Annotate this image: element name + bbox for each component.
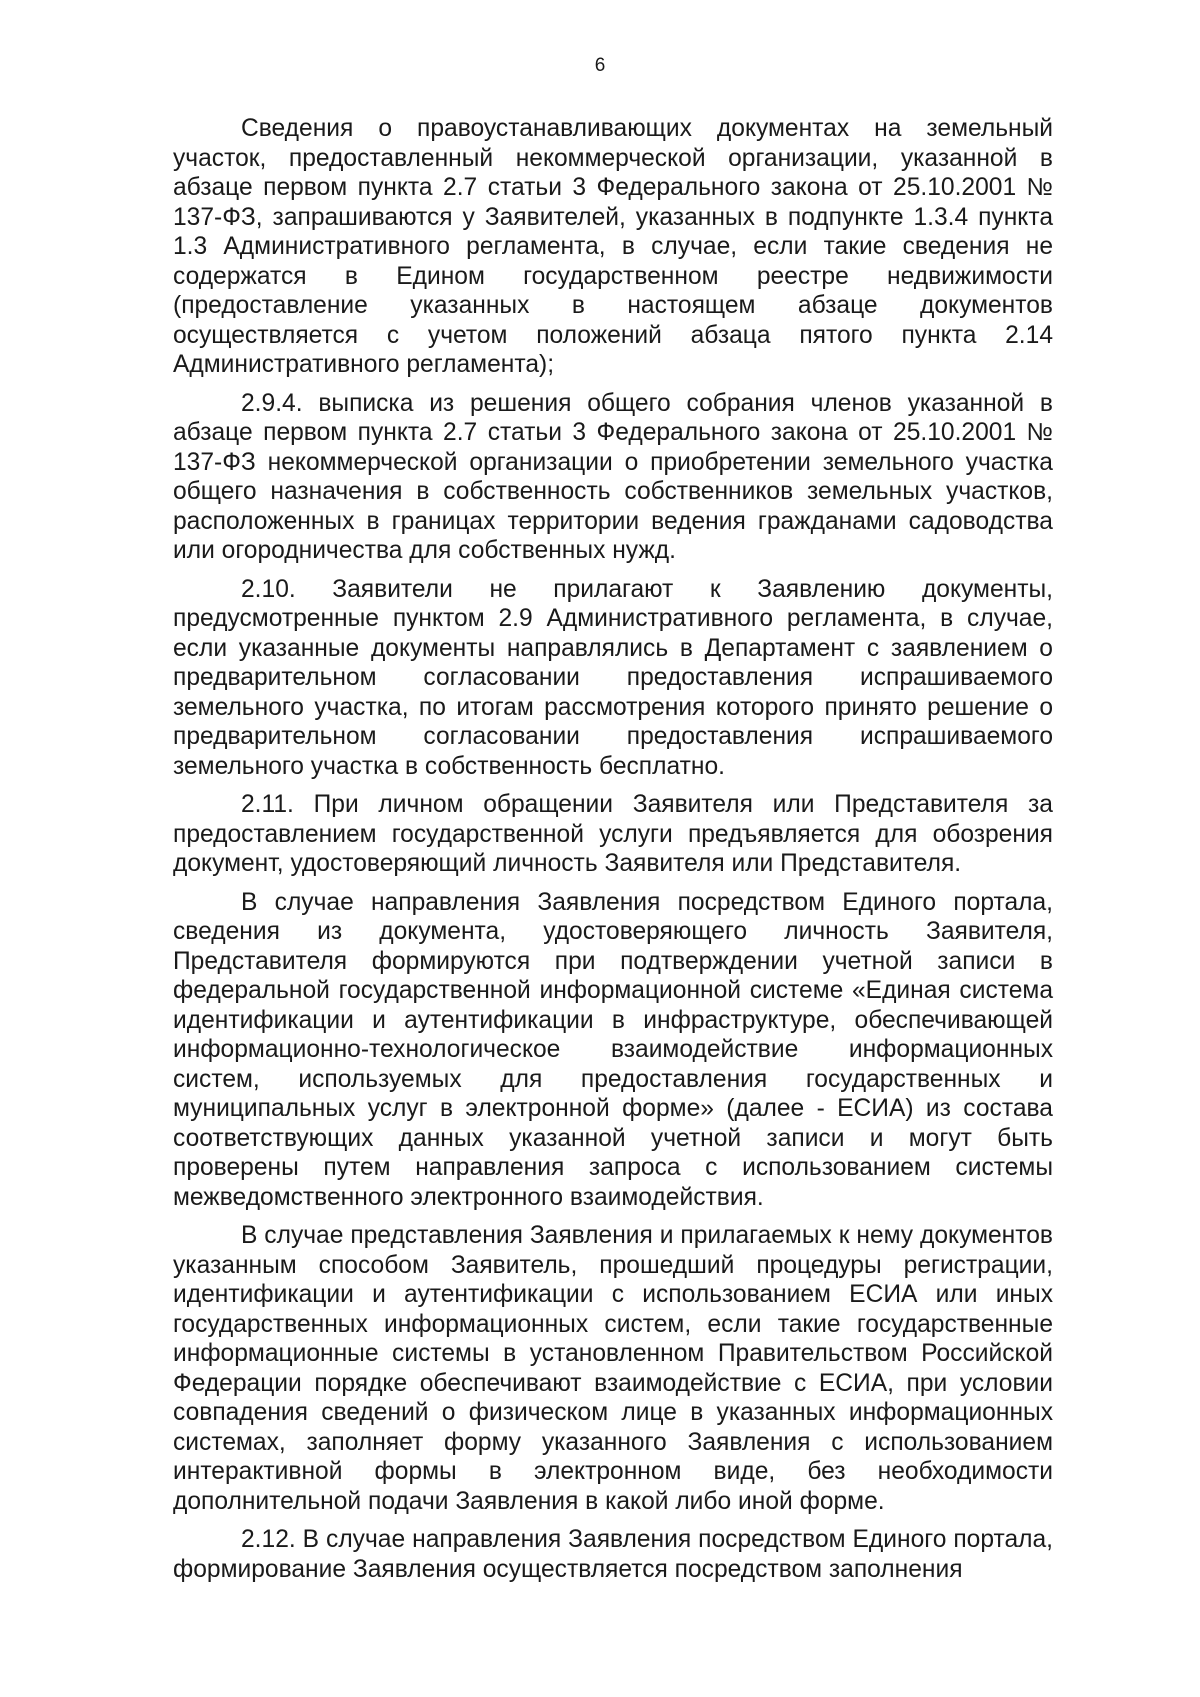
paragraph-2-10: 2.10. Заявители не прилагают к Заявлению документы, предусмотренные пунктом 2.9 Административного регламента, в случае, если указанные документы направлялись в Департамент с заявлением о предварительном согласовании предоставления испрашиваемого земельного участка, по итогам рассмотрения которого принято решение о предварительном согласовании предоставления испрашиваемого земельного участка в собственность бесплатно.: [173, 575, 1053, 780]
paragraph-2-12: 2.12. В случае направления Заявления посредством Единого портала, формирование Заявления осуществляется посредством заполнения: [173, 1526, 1053, 1583]
page-number: 6: [594, 55, 606, 76]
paragraph-title-documents-info: Сведения о правоустанавливающих документах на земельный участок, предоставленный некоммерческой организации, указанной в абзаце первом пункта 2.7 статьи 3 Федерального закона от 25.10.2001 № 137-ФЗ, запрашиваются у Заявителей, указанных в подпункте 1.3.4 пункта 1.3 Административного регламента, в случае, если такие сведения не содержатся в Едином государственном реестре недвижимости (предоставление указанных в настоящем абзаце документов осуществляется с учетом положений абзаца пятого пункта 2.14 Административного регламента);: [173, 115, 1053, 378]
document-body: [173, 114, 1053, 1593]
paragraph-esia-portal: В случае направления Заявления посредством Единого портала, сведения из документа, удостоверяющего личность Заявителя, Представителя формируются при подтверждении учетной записи в федеральной государственной информационной системе «Единая система идентификации и аутентификации в инфраструктуре, обеспечивающей информационно-технологическое взаимодействие информационных систем, используемых для предоставления государственных и муниципальных услуг в электронной форме» (далее - ЕСИА) из состава соответствующих данных указанной учетной записи и могут быть проверены путем направления запроса с использованием системы межведомственного электронного взаимодействия.: [173, 888, 1053, 1211]
paragraph-2-11: 2.11. При личном обращении Заявителя или Представителя за предоставлением государственной услуги предъявляется для обозрения документ, удостоверяющий личность Заявителя или Представителя.: [173, 791, 1053, 877]
paragraph-esia-submission: В случае представления Заявления и прилагаемых к нему документов указанным способом Заявитель, прошедший процедуры регистрации, идентификации и аутентификации с использованием ЕСИА или иных государственных информационных систем, если такие государственные информационные системы в установленном Правительством Российской Федерации порядке обеспечивают взаимодействие с ЕСИА, при условии совпадения сведений о физическом лице в указанных информационных системах, заполняет форму указанного Заявления с использованием интерактивной формы в электронном виде, без необходимости дополнительной подачи Заявления в какой либо иной форме.: [173, 1222, 1053, 1515]
paragraph-2-9-4: 2.9.4. выписка из решения общего собрания членов указанной в абзаце первом пункта 2.7 статьи 3 Федерального закона от 25.10.2001 № 137-ФЗ некоммерческой организации о приобретении земельного участка общего назначения в собственность собственников земельных участков, расположенных в границах территории ведения гражданами садоводства или огородничества для собственных нужд.: [173, 389, 1053, 564]
